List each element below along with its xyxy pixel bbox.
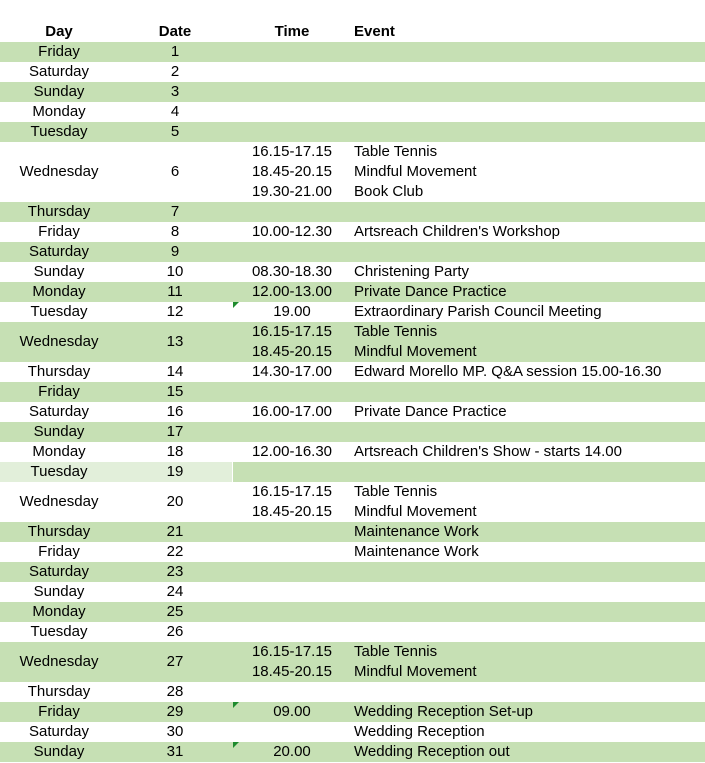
event-line [0, 482, 705, 502]
date-cell: 29 [166, 703, 184, 720]
event-cell: Wedding Reception [354, 723, 485, 740]
table-row [0, 442, 705, 462]
date-cell: 7 [170, 203, 180, 220]
table-row [0, 222, 705, 242]
event-cell: Private Dance Practice [354, 403, 507, 420]
table-row [0, 382, 705, 402]
time-cell: 20.00 [273, 743, 311, 760]
header-event: Event [354, 23, 395, 40]
table-row [0, 322, 705, 362]
event-cell: Artsreach Children's Workshop [354, 223, 561, 240]
day-cell: Saturday [28, 723, 90, 740]
day-cell: Friday [38, 223, 80, 240]
time-cell: 12.00-13.00 [251, 283, 333, 300]
time-cell: 16.15-17.15 [251, 643, 333, 660]
day-cell: Saturday [28, 403, 90, 420]
time-cell: 18.45-20.15 [251, 163, 333, 180]
day-cell: Wednesday [19, 653, 99, 670]
table-row [0, 142, 705, 202]
time-cell: 10.00-12.30 [251, 223, 333, 240]
table-row [0, 62, 705, 82]
event-line [0, 522, 705, 542]
table-row [0, 242, 705, 262]
table-row [0, 202, 705, 222]
event-line [0, 282, 705, 302]
event-line [0, 362, 705, 382]
day-cell: Tuesday [30, 463, 88, 480]
header-row [0, 22, 705, 42]
table-row [0, 362, 705, 382]
event-line [0, 402, 705, 422]
date-cell: 14 [166, 363, 184, 380]
event-line [0, 182, 705, 202]
table-row [0, 642, 705, 682]
date-cell: 30 [166, 723, 184, 740]
date-cell: 4 [170, 103, 180, 120]
time-cell: 16.15-17.15 [251, 143, 333, 160]
event-cell: Mindful Movement [354, 663, 477, 680]
day-cell: Sunday [33, 743, 85, 760]
date-cell: 26 [166, 623, 184, 640]
event-line [0, 742, 705, 762]
table-row [0, 602, 705, 622]
date-cell: 28 [166, 683, 184, 700]
table-row [0, 522, 705, 542]
date-cell: 31 [166, 743, 184, 760]
date-cell: 10 [166, 263, 184, 280]
date-cell: 20 [166, 493, 184, 510]
table-row [0, 482, 705, 522]
day-cell: Wednesday [19, 333, 99, 350]
table-row [0, 582, 705, 602]
event-line [0, 502, 705, 522]
event-cell: Mindful Movement [354, 163, 477, 180]
event-line [0, 662, 705, 682]
event-cell: Table Tennis [354, 643, 438, 660]
time-cell: 19.30-21.00 [251, 183, 333, 200]
table-row [0, 742, 705, 762]
event-line [0, 342, 705, 362]
event-cell: Edward Morello MP. Q&A session 15.00-16.30 [354, 363, 662, 380]
event-line [0, 542, 705, 562]
event-cell: Table Tennis [354, 323, 438, 340]
table-row [0, 402, 705, 422]
date-cell: 13 [166, 333, 184, 350]
table-row [0, 42, 705, 62]
calendar-rows [0, 42, 705, 762]
day-cell: Thursday [27, 683, 91, 700]
time-cell: 12.00-16.30 [251, 443, 333, 460]
table-row [0, 722, 705, 742]
day-cell: Friday [38, 543, 80, 560]
date-cell: 16 [166, 403, 184, 420]
table-row [0, 262, 705, 282]
time-cell: 14.30-17.00 [251, 363, 333, 380]
time-cell: 16.15-17.15 [251, 323, 333, 340]
date-cell: 22 [166, 543, 184, 560]
table-row [0, 422, 705, 442]
date-cell: 1 [170, 43, 180, 60]
table-row [0, 682, 705, 702]
day-cell: Friday [38, 703, 80, 720]
event-cell: Table Tennis [354, 143, 438, 160]
day-cell: Sunday [33, 263, 85, 280]
date-cell: 9 [170, 243, 180, 260]
day-cell: Saturday [28, 63, 90, 80]
event-cell: Extraordinary Parish Council Meeting [354, 303, 602, 320]
date-cell: 25 [166, 603, 184, 620]
table-row [0, 702, 705, 722]
day-cell: Thursday [27, 203, 91, 220]
event-line [0, 442, 705, 462]
day-cell: Wednesday [19, 493, 99, 510]
table-row [0, 622, 705, 642]
table-row [0, 122, 705, 142]
date-cell: 23 [166, 563, 184, 580]
event-line [0, 302, 705, 322]
date-cell: 19 [166, 463, 184, 480]
table-row [0, 102, 705, 122]
header-time: Time [274, 23, 310, 40]
date-cell: 8 [170, 223, 180, 240]
day-cell: Tuesday [30, 623, 88, 640]
event-cell: Artsreach Children's Show - starts 14.00 [354, 443, 622, 460]
time-cell: 18.45-20.15 [251, 663, 333, 680]
day-cell: Wednesday [19, 163, 99, 180]
day-cell: Monday [32, 103, 86, 120]
header-date: Date [158, 23, 192, 40]
day-cell: Saturday [28, 243, 90, 260]
table-row [0, 282, 705, 302]
time-cell: 18.45-20.15 [251, 343, 333, 360]
day-cell: Sunday [33, 583, 85, 600]
date-cell: 17 [166, 423, 184, 440]
calendar-sheet [0, 22, 705, 762]
time-cell: 16.00-17.00 [251, 403, 333, 420]
time-cell: 18.45-20.15 [251, 503, 333, 520]
day-cell: Monday [32, 283, 86, 300]
event-cell: Maintenance Work [354, 543, 479, 560]
date-cell: 15 [166, 383, 184, 400]
day-cell: Tuesday [30, 303, 88, 320]
table-row [0, 302, 705, 322]
table-row [0, 542, 705, 562]
event-line [0, 642, 705, 662]
date-cell: 6 [170, 163, 180, 180]
event-cell: Table Tennis [354, 483, 438, 500]
table-row [0, 562, 705, 582]
date-cell: 3 [170, 83, 180, 100]
day-cell: Friday [38, 383, 80, 400]
day-cell: Monday [32, 443, 86, 460]
date-cell: 5 [170, 123, 180, 140]
header-day: Day [45, 23, 73, 40]
day-cell: Tuesday [30, 123, 88, 140]
time-cell: 19.00 [273, 303, 311, 320]
date-cell: 2 [170, 63, 180, 80]
date-cell: 11 [167, 283, 183, 300]
event-cell: Private Dance Practice [354, 283, 507, 300]
event-cell: Mindful Movement [354, 343, 477, 360]
time-cell: 08.30-18.30 [251, 263, 333, 280]
day-cell: Thursday [27, 363, 91, 380]
event-cell: Christening Party [354, 263, 470, 280]
time-cell: 16.15-17.15 [251, 483, 333, 500]
event-line [0, 142, 705, 162]
date-cell: 27 [166, 653, 184, 670]
date-cell: 24 [166, 583, 184, 600]
day-cell: Thursday [27, 523, 91, 540]
date-cell: 21 [166, 523, 184, 540]
day-cell: Friday [38, 43, 80, 60]
event-cell: Mindful Movement [354, 503, 477, 520]
event-line [0, 162, 705, 182]
date-cell: 12 [166, 303, 184, 320]
day-cell: Sunday [33, 83, 85, 100]
event-cell: Wedding Reception out [354, 743, 510, 760]
day-cell: Saturday [28, 563, 90, 580]
event-cell: Wedding Reception Set-up [354, 703, 534, 720]
day-cell: Sunday [33, 423, 85, 440]
table-row [0, 82, 705, 102]
event-line [0, 222, 705, 242]
event-line [0, 262, 705, 282]
table-row [0, 462, 705, 482]
event-cell: Maintenance Work [354, 523, 479, 540]
event-line [0, 702, 705, 722]
event-line [0, 722, 705, 742]
day-cell: Monday [32, 603, 86, 620]
event-cell: Book Club [354, 183, 424, 200]
time-cell: 09.00 [273, 703, 311, 720]
event-line [0, 322, 705, 342]
date-cell: 18 [166, 443, 184, 460]
